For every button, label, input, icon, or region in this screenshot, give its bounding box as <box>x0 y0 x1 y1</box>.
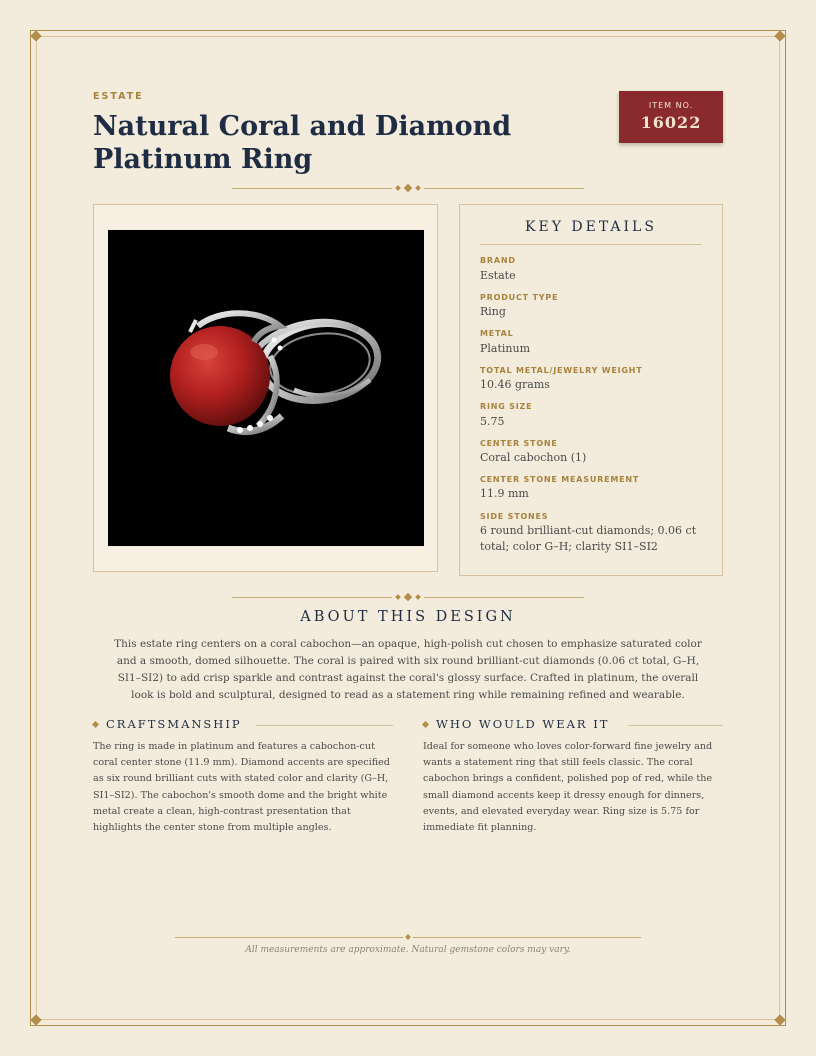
item-number-value: 16022 <box>640 113 702 132</box>
item-number-badge <box>619 91 723 143</box>
ornamental-divider <box>232 592 584 602</box>
about-body: This estate ring centers on a coral cabochon—an opaque, high-polish cut chosen to emphasize saturated color and a smooth, domed silhouette. The coral is paired with six round brilliant-cut diamonds (0.06 ct total, G–H, SI1–SI2) to add crisp sparkle and contrast against the coral's glossy surface. Crafted in platinum, the overall look is bold and sculptural, designed to read as a statement ring while remaining refined and wearable. <box>114 638 702 701</box>
detail-value: Platinum <box>480 342 531 355</box>
detail-label: CENTER STONE MEASUREMENT <box>480 475 640 484</box>
divider <box>256 725 393 726</box>
item-number-label: ITEM NO. <box>648 101 694 110</box>
detail-value: Ring <box>480 305 506 318</box>
detail-label: SIDE STONES <box>480 512 549 521</box>
detail-label: CENTER STONE <box>480 439 558 448</box>
divider <box>628 725 723 726</box>
detail-label: TOTAL METAL/JEWELRY WEIGHT <box>480 366 643 375</box>
detail-value: 11.9 mm <box>480 487 529 500</box>
detail-label: BRAND <box>480 256 516 265</box>
footer-note: All measurements are approximate. Natural gemstone colors may vary. <box>245 945 571 955</box>
page-title: Natural Coral and Diamond Platinum Ring <box>93 111 512 175</box>
detail-label: RING SIZE <box>480 402 533 411</box>
craftsmanship-body: The ring is made in platinum and features a cabochon-cut coral center stone (11.9 mm). Diamond accents are specified as six round brilliant cuts with stated color and clarity (G–H, SI1–SI2). The cabochon's smooth dome and the bright white metal create a clean, high-contrast presentation that highlights the center stone from multiple angles. <box>93 741 390 834</box>
ring-image <box>108 230 424 546</box>
detail-label: PRODUCT TYPE <box>480 293 559 302</box>
detail-value: 6 round brilliant-cut diamonds; 0.06 ct total; color G–H; clarity SI1–SI2 <box>480 524 697 553</box>
ornamental-divider <box>232 183 584 193</box>
footer-divider <box>175 932 641 942</box>
product-photo <box>108 230 424 546</box>
detail-value: Coral cabochon (1) <box>480 451 587 464</box>
category-eyebrow: ESTATE <box>93 91 144 102</box>
detail-value: 10.46 grams <box>480 378 550 391</box>
craftsmanship-heading: CRAFTSMANSHIP <box>106 717 242 731</box>
detail-value: 5.75 <box>480 415 505 428</box>
detail-label: METAL <box>480 329 514 338</box>
detail-value: Estate <box>480 269 516 282</box>
divider <box>480 244 702 245</box>
about-heading: ABOUT THIS DESIGN <box>300 609 516 625</box>
who-would-wear-body: Ideal for someone who loves color-forward fine jewelry and wants a statement ring that still feels classic. The coral cabochon brings a confident, polished pop of red, while the small diamond accents keep it dressy enough for dinners, events, and elevated everyday wear. Ring size is 5.75 for immediate fit planning. <box>423 741 713 834</box>
who-would-wear-heading: WHO WOULD WEAR IT <box>436 717 610 731</box>
key-details-heading: KEY DETAILS <box>525 219 657 235</box>
